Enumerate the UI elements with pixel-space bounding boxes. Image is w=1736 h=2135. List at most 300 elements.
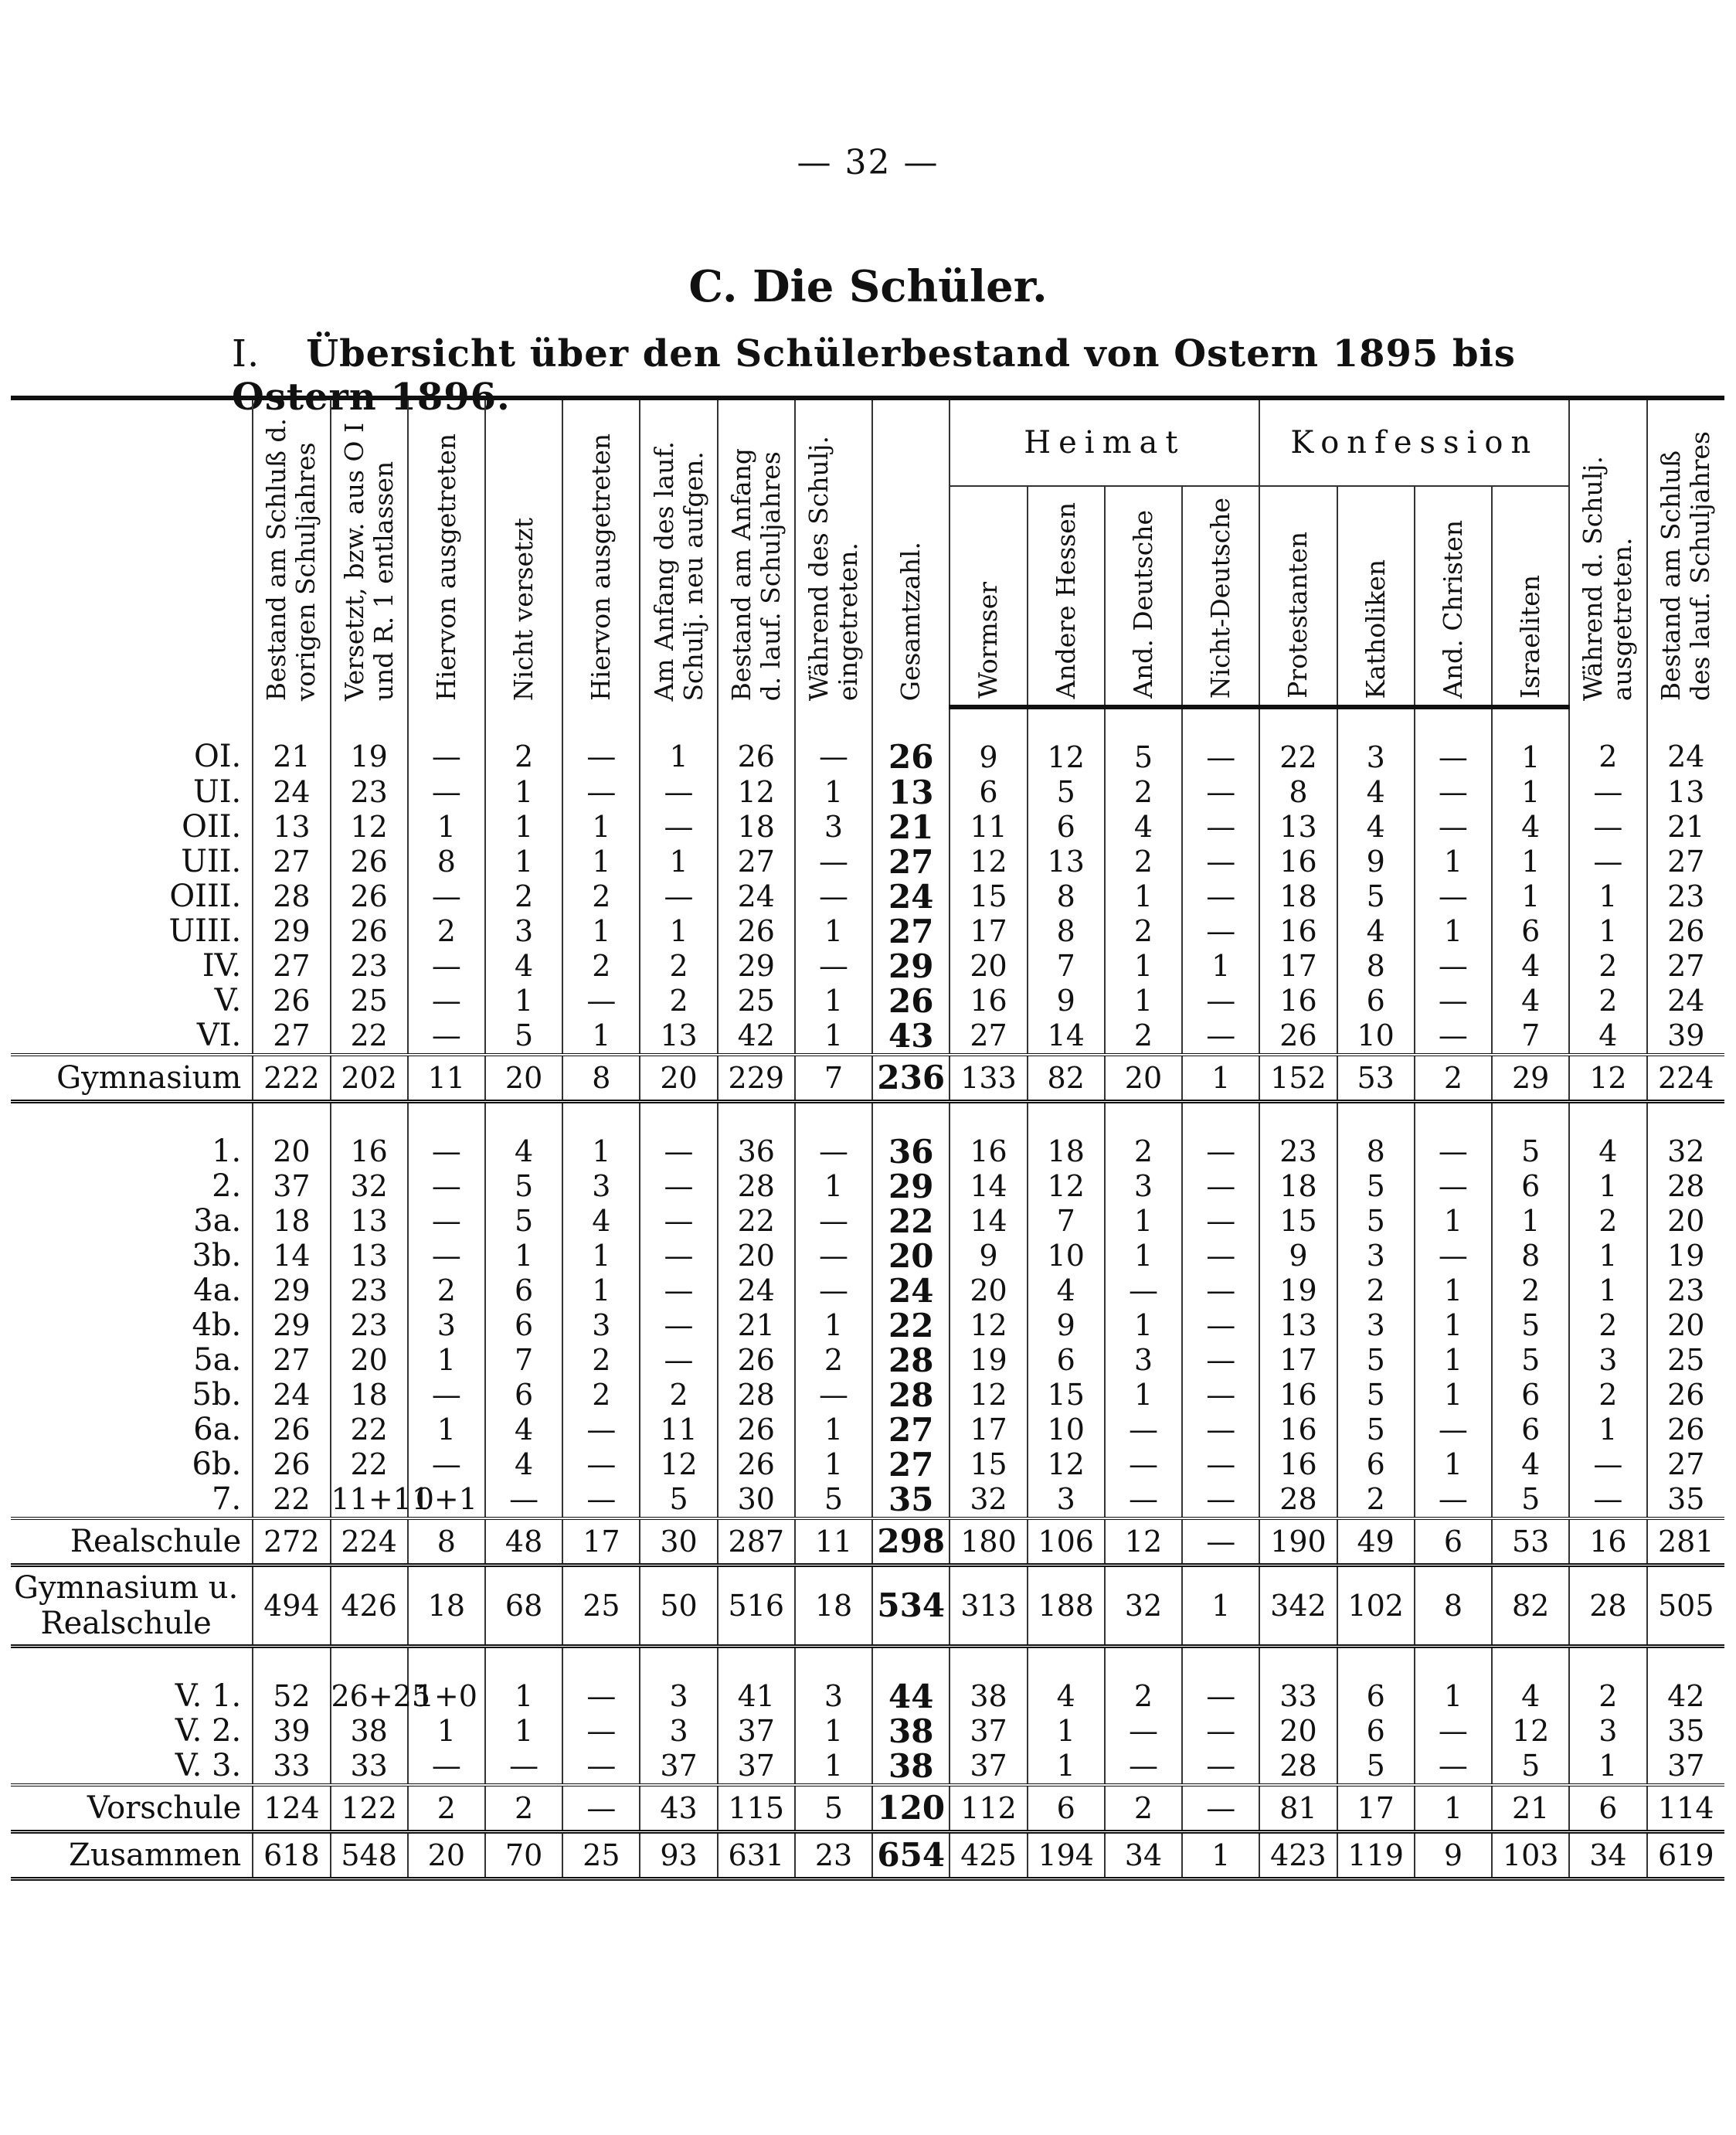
realschule-row xyxy=(11,1447,1724,1482)
cell-value: 42 xyxy=(718,1018,795,1055)
cell-value: 11 xyxy=(640,1413,717,1447)
cell-gesamtzahl: 26 xyxy=(872,984,950,1018)
cell-value: — xyxy=(1105,1749,1182,1785)
cell-value: 48 xyxy=(485,1518,562,1566)
cell-value: 26 xyxy=(1647,1413,1724,1447)
row-label: V. 3. xyxy=(175,1748,242,1784)
cell-value: 18 xyxy=(408,1566,485,1647)
cell-value: — xyxy=(485,1482,562,1518)
cell-value: 20 xyxy=(950,949,1027,984)
cell-value: 4 xyxy=(485,949,562,984)
cell-value: 22 xyxy=(331,1447,408,1482)
cell-value: 516 xyxy=(718,1566,795,1647)
cell-value: 20 xyxy=(1647,1204,1724,1239)
cell-value: 190 xyxy=(1259,1518,1337,1566)
cell-value: 1 xyxy=(1492,707,1569,775)
cell-value: 8 xyxy=(408,1518,485,1566)
cell-value: 1 xyxy=(1415,1204,1492,1239)
cell-value: 6 xyxy=(1337,984,1415,1018)
header-hiervon-ausgetreten-2: Hiervon ausgetreten xyxy=(562,400,640,707)
cell-value: 5 xyxy=(1337,879,1415,914)
cell-value: 29 xyxy=(253,1273,330,1308)
student-table-container xyxy=(11,396,1724,1881)
cell-value: 26 xyxy=(718,914,795,949)
gymnasium-row xyxy=(11,949,1724,984)
cell-value: 618 xyxy=(253,1832,330,1879)
cell-value: 1 xyxy=(485,845,562,879)
cell-value: 34 xyxy=(1105,1832,1182,1879)
cell-gesamtzahl: 27 xyxy=(872,845,950,879)
row-label: Gymnasium u. Realschule xyxy=(11,1566,253,1647)
cell-value: — xyxy=(1415,1413,1492,1447)
cell-value: 1 xyxy=(1105,949,1182,984)
cell-value: 1 xyxy=(1415,1273,1492,1308)
row-label: 3b. xyxy=(192,1238,242,1274)
cell-value: — xyxy=(562,1413,640,1447)
header-label-column xyxy=(11,400,253,707)
cell-value: 1 xyxy=(1569,1169,1646,1204)
cell-value: 224 xyxy=(1647,1055,1724,1102)
cell-value: 3 xyxy=(1337,707,1415,775)
row-label: OII. xyxy=(182,809,242,845)
cell-value: 3 xyxy=(408,1308,485,1343)
cell-value: 5 xyxy=(1492,1308,1569,1343)
cell-value: 16 xyxy=(1259,1447,1337,1482)
cell-value: 2 xyxy=(795,1343,872,1378)
cell-value: — xyxy=(1182,1518,1259,1566)
cell-value: 20 xyxy=(253,1102,330,1170)
cell-value: 2 xyxy=(1337,1482,1415,1518)
cell-value: 180 xyxy=(950,1518,1027,1566)
cell-value: 93 xyxy=(640,1832,717,1879)
cell-value: 6 xyxy=(1028,1785,1105,1832)
cell-value: 24 xyxy=(718,1273,795,1308)
cell-gesamtzahl: 38 xyxy=(872,1714,950,1749)
cell-value: 9 xyxy=(1415,1832,1492,1879)
cell-value: — xyxy=(1182,707,1259,775)
cell-value: 33 xyxy=(253,1749,330,1785)
cell-value: 2 xyxy=(640,1378,717,1413)
header-and-deutsche: And. Deutsche xyxy=(1105,486,1182,707)
cell-value: 1 xyxy=(485,1714,562,1749)
cell-value: 15 xyxy=(1028,1378,1105,1413)
cell-value: 25 xyxy=(1647,1343,1724,1378)
cell-value: 9 xyxy=(950,707,1027,775)
cell-value: 1 xyxy=(1415,1785,1492,1832)
cell-value: 17 xyxy=(950,914,1027,949)
cell-value: 1+0 xyxy=(408,1647,485,1715)
cell-value: 3 xyxy=(1337,1239,1415,1273)
cell-value: 29 xyxy=(253,1308,330,1343)
header-israeliten: Israeliten xyxy=(1492,486,1569,707)
row-label: OI. xyxy=(193,738,242,774)
cell-value: 13 xyxy=(1259,1308,1337,1343)
cell-value: 39 xyxy=(253,1714,330,1749)
cell-value: 5 xyxy=(1337,1343,1415,1378)
cell-value: 19 xyxy=(950,1343,1027,1378)
cell-value: 19 xyxy=(331,707,408,775)
cell-value: 26 xyxy=(331,845,408,879)
cell-gesamtzahl: 29 xyxy=(872,1169,950,1204)
cell-value: — xyxy=(1182,1239,1259,1273)
cell-value: 1 xyxy=(1028,1749,1105,1785)
cell-value: 14 xyxy=(950,1169,1027,1204)
cell-value: — xyxy=(562,1447,640,1482)
gymnasium-row xyxy=(11,775,1724,810)
cell-value: 3 xyxy=(1569,1714,1646,1749)
cell-value: 16 xyxy=(1259,1378,1337,1413)
cell-value: 0+1 xyxy=(408,1482,485,1518)
realschule-row xyxy=(11,1482,1724,1518)
row-label: 5b. xyxy=(192,1377,242,1413)
cell-value: 2 xyxy=(485,879,562,914)
cell-value: 4 xyxy=(1569,1102,1646,1170)
cell-value: — xyxy=(1182,879,1259,914)
cell-value: — xyxy=(1569,1447,1646,1482)
cell-value: 22 xyxy=(718,1204,795,1239)
cell-value: 37 xyxy=(253,1169,330,1204)
cell-value: 2 xyxy=(1105,914,1182,949)
cell-value: 8 xyxy=(408,845,485,879)
cell-value: 115 xyxy=(718,1785,795,1832)
cell-gesamtzahl: 28 xyxy=(872,1343,950,1378)
cell-value: 8 xyxy=(1337,1102,1415,1170)
row-label: 1. xyxy=(212,1134,242,1170)
cell-value: 133 xyxy=(950,1055,1027,1102)
cell-value: 33 xyxy=(331,1749,408,1785)
cell-value: 18 xyxy=(331,1378,408,1413)
cell-value: 6 xyxy=(1415,1518,1492,1566)
cell-value: 23 xyxy=(331,949,408,984)
row-label: Realschule xyxy=(11,1518,253,1566)
header-protestanten: Protestanten xyxy=(1259,486,1337,707)
cell-value: — xyxy=(1182,1413,1259,1447)
cell-value: 27 xyxy=(1647,845,1724,879)
cell-value: 23 xyxy=(331,1308,408,1343)
realschule-row xyxy=(11,1413,1724,1447)
cell-value: 114 xyxy=(1647,1785,1724,1832)
row-label: 4b. xyxy=(192,1307,242,1344)
cell-value: 26 xyxy=(1259,1018,1337,1055)
cell-value: 1 xyxy=(562,1273,640,1308)
cell-value: 37 xyxy=(718,1749,795,1785)
cell-value: — xyxy=(795,1102,872,1170)
header-and-christen: And. Christen xyxy=(1415,486,1492,707)
cell-value: 6 xyxy=(1492,914,1569,949)
cell-value: 43 xyxy=(640,1785,717,1832)
cell-value: — xyxy=(1105,1482,1182,1518)
header-waehrend-eingetreten: Während des Schulj. eingetreten. xyxy=(795,400,872,707)
cell-value: 4 xyxy=(1337,775,1415,810)
cell-value: 272 xyxy=(253,1518,330,1566)
cell-value: 152 xyxy=(1259,1055,1337,1102)
cell-value: 5 xyxy=(485,1018,562,1055)
cell-gesamtzahl: 38 xyxy=(872,1749,950,1785)
cell-value: 41 xyxy=(718,1647,795,1715)
cell-value: 20 xyxy=(950,1273,1027,1308)
cell-value: — xyxy=(1182,1102,1259,1170)
cell-value: 8 xyxy=(562,1055,640,1102)
cell-value: 20 xyxy=(1259,1714,1337,1749)
cell-value: — xyxy=(1182,775,1259,810)
cell-gesamtzahl: 27 xyxy=(872,914,950,949)
cell-value: 5 xyxy=(1337,1169,1415,1204)
cell-value: 49 xyxy=(1337,1518,1415,1566)
cell-value: — xyxy=(1415,1102,1492,1170)
cell-value: 8 xyxy=(1415,1566,1492,1647)
header-hiervon-ausgetreten-1: Hiervon ausgetreten xyxy=(408,400,485,707)
cell-value: 20 xyxy=(408,1832,485,1879)
cell-value: 2 xyxy=(1569,1308,1646,1343)
cell-value: — xyxy=(1569,1482,1646,1518)
cell-value: 29 xyxy=(1492,1055,1569,1102)
cell-value: — xyxy=(1182,1378,1259,1413)
cell-value: 1 xyxy=(795,1169,872,1204)
row-label: IV. xyxy=(202,948,242,984)
cell-value: — xyxy=(795,1378,872,1413)
cell-value: 5 xyxy=(1492,1343,1569,1378)
cell-gesamtzahl: 36 xyxy=(872,1102,950,1170)
cell-value: 26 xyxy=(331,879,408,914)
cell-value: 5 xyxy=(1337,1749,1415,1785)
cell-value: 1 xyxy=(1492,845,1569,879)
cell-value: 19 xyxy=(1259,1273,1337,1308)
cell-value: 35 xyxy=(1647,1482,1724,1518)
row-label: UIII. xyxy=(168,913,242,950)
cell-value: 23 xyxy=(331,1273,408,1308)
cell-value: 12 xyxy=(1028,1447,1105,1482)
cell-value: 81 xyxy=(1259,1785,1337,1832)
cell-value: 19 xyxy=(1647,1239,1724,1273)
cell-value: 12 xyxy=(1028,1169,1105,1204)
cell-value: 5 xyxy=(485,1204,562,1239)
cell-value: — xyxy=(1415,879,1492,914)
cell-value: 5 xyxy=(1105,707,1182,775)
cell-value: 1 xyxy=(485,810,562,845)
cell-value: 20 xyxy=(1105,1055,1182,1102)
cell-value: 4 xyxy=(485,1102,562,1170)
cell-value: 1 xyxy=(795,1413,872,1447)
header-nicht-deutsche: Nicht-Deutsche xyxy=(1182,486,1259,707)
cell-value: 1 xyxy=(795,1749,872,1785)
cell-value: — xyxy=(562,1785,640,1832)
vorschule-row xyxy=(11,1749,1724,1785)
cell-value: 34 xyxy=(1569,1832,1646,1879)
cell-value: 1 xyxy=(1182,1832,1259,1879)
cell-value: 30 xyxy=(640,1518,717,1566)
cell-value: 52 xyxy=(253,1647,330,1715)
cell-value: 1 xyxy=(1415,1378,1492,1413)
cell-value: 6 xyxy=(1028,1343,1105,1378)
cell-value: 5 xyxy=(795,1785,872,1832)
cell-value: 14 xyxy=(950,1204,1027,1239)
cell-value: 112 xyxy=(950,1785,1027,1832)
cell-value: 36 xyxy=(718,1102,795,1170)
cell-value: 4 xyxy=(1492,1447,1569,1482)
cell-value: 28 xyxy=(1259,1482,1337,1518)
cell-value: 28 xyxy=(718,1169,795,1204)
cell-value: 4 xyxy=(485,1447,562,1482)
cell-value: 24 xyxy=(1647,984,1724,1018)
cell-value: — xyxy=(1569,810,1646,845)
cell-value: 17 xyxy=(950,1413,1027,1447)
cell-value: 3 xyxy=(485,914,562,949)
cell-value: 2 xyxy=(1415,1055,1492,1102)
cell-gesamtzahl: 24 xyxy=(872,1273,950,1308)
cell-value: 18 xyxy=(253,1204,330,1239)
cell-value: 103 xyxy=(1492,1832,1569,1879)
cell-value: — xyxy=(1182,1018,1259,1055)
cell-value: 9 xyxy=(1028,984,1105,1018)
vorschule-row xyxy=(11,1714,1724,1749)
header-waehrend-ausgetreten: Während d. Schulj. ausgetreten. xyxy=(1569,400,1646,707)
header-gesamtzahl: Gesamtzahl. xyxy=(872,400,950,707)
cell-value: 4 xyxy=(1337,810,1415,845)
cell-value: 21 xyxy=(718,1308,795,1343)
cell-value: 1 xyxy=(562,1102,640,1170)
cell-value: 494 xyxy=(253,1566,330,1647)
header-wormser: Wormser xyxy=(950,486,1027,707)
cell-value: 16 xyxy=(1569,1518,1646,1566)
cell-value: — xyxy=(640,1169,717,1204)
cell-value: 28 xyxy=(1647,1169,1724,1204)
cell-value: 7 xyxy=(485,1343,562,1378)
cell-value: 2 xyxy=(640,949,717,984)
cell-gesamtzahl: 35 xyxy=(872,1482,950,1518)
cell-value: 2 xyxy=(1337,1273,1415,1308)
cell-value: 10 xyxy=(1337,1018,1415,1055)
row-label: UI. xyxy=(193,774,242,811)
cell-gesamtzahl: 24 xyxy=(872,879,950,914)
cell-value: 12 xyxy=(950,845,1027,879)
vorschule-row xyxy=(11,1647,1724,1715)
gymnasium-row xyxy=(11,984,1724,1018)
cell-value: 32 xyxy=(1647,1102,1724,1170)
cell-gesamtzahl: 120 xyxy=(872,1785,950,1832)
cell-value: 4 xyxy=(1492,984,1569,1018)
cell-value: 5 xyxy=(640,1482,717,1518)
cell-gesamtzahl: 29 xyxy=(872,949,950,984)
cell-value: 4 xyxy=(1028,1273,1105,1308)
cell-value: 6 xyxy=(1492,1378,1569,1413)
cell-value: 2 xyxy=(640,984,717,1018)
header-neu-aufgenommen: Am Anfang des lauf. Schulj. neu aufgen. xyxy=(640,400,717,707)
cell-value: 1 xyxy=(1105,1308,1182,1343)
cell-value: 1 xyxy=(795,1308,872,1343)
row-label: 5a. xyxy=(193,1342,242,1379)
cell-value: — xyxy=(408,949,485,984)
cell-value: 13 xyxy=(1647,775,1724,810)
cell-value: 14 xyxy=(253,1239,330,1273)
cell-value: — xyxy=(1415,984,1492,1018)
cell-value: 32 xyxy=(1105,1566,1182,1647)
cell-value: 11 xyxy=(408,1055,485,1102)
cell-value: — xyxy=(562,1647,640,1715)
cell-value: 1 xyxy=(1028,1714,1105,1749)
cell-value: 39 xyxy=(1647,1018,1724,1055)
cell-value: 9 xyxy=(1337,845,1415,879)
cell-value: 5 xyxy=(1337,1204,1415,1239)
cell-value: 3 xyxy=(640,1714,717,1749)
cell-value: 6 xyxy=(485,1378,562,1413)
cell-value: 2 xyxy=(485,1785,562,1832)
row-label: Gymnasium xyxy=(11,1055,253,1102)
cell-value: 18 xyxy=(1028,1102,1105,1170)
cell-value: 23 xyxy=(331,775,408,810)
grand-total-row xyxy=(11,1832,1724,1879)
cell-value: 25 xyxy=(331,984,408,1018)
cell-value: — xyxy=(562,1749,640,1785)
cell-value: 7 xyxy=(1492,1018,1569,1055)
cell-value: 2 xyxy=(408,1273,485,1308)
cell-value: 27 xyxy=(253,1343,330,1378)
cell-value: — xyxy=(408,1169,485,1204)
cell-value: 26 xyxy=(331,914,408,949)
cell-value: 1 xyxy=(485,1647,562,1715)
cell-value: 1 xyxy=(408,1413,485,1447)
cell-value: 6 xyxy=(950,775,1027,810)
cell-value: 24 xyxy=(253,1378,330,1413)
cell-value: — xyxy=(408,879,485,914)
cell-value: 2 xyxy=(562,949,640,984)
row-label: 3a. xyxy=(193,1203,242,1239)
cell-value: 202 xyxy=(331,1055,408,1102)
cell-value: 13 xyxy=(1259,810,1337,845)
cell-value: 23 xyxy=(795,1832,872,1879)
cell-value: 1 xyxy=(1569,1413,1646,1447)
cell-value: 18 xyxy=(1259,1169,1337,1204)
cell-value: 2 xyxy=(562,1343,640,1378)
cell-value: 12 xyxy=(1492,1714,1569,1749)
cell-value: 53 xyxy=(1337,1055,1415,1102)
cell-value: 1 xyxy=(1105,984,1182,1018)
cell-value: 13 xyxy=(640,1018,717,1055)
cell-value: 1 xyxy=(795,1447,872,1482)
cell-gesamtzahl: 654 xyxy=(872,1832,950,1879)
cell-value: 1 xyxy=(640,845,717,879)
cell-value: — xyxy=(408,1102,485,1170)
cell-value: 8 xyxy=(1028,914,1105,949)
row-label: V. 1. xyxy=(175,1678,242,1715)
cell-value: 16 xyxy=(1259,845,1337,879)
gymnasium-total-row xyxy=(11,1055,1724,1102)
cell-value: 17 xyxy=(1259,1343,1337,1378)
cell-value: 38 xyxy=(331,1714,408,1749)
cell-value: 27 xyxy=(253,949,330,984)
cell-value: 1 xyxy=(795,775,872,810)
cell-value: 1 xyxy=(640,707,717,775)
cell-value: — xyxy=(1105,1447,1182,1482)
cell-value: 82 xyxy=(1492,1566,1569,1647)
cell-value: 229 xyxy=(718,1055,795,1102)
cell-value: 2 xyxy=(1569,707,1646,775)
gymnasium-realschule-total-row xyxy=(11,1566,1724,1647)
cell-value: 16 xyxy=(1259,984,1337,1018)
cell-value: 8 xyxy=(1259,775,1337,810)
cell-value: — xyxy=(408,1378,485,1413)
cell-value: 6 xyxy=(1337,1447,1415,1482)
cell-value: — xyxy=(1105,1273,1182,1308)
cell-value: 27 xyxy=(718,845,795,879)
cell-value: 1 xyxy=(1569,1239,1646,1273)
cell-value: 3 xyxy=(1105,1343,1182,1378)
gymnasium-row xyxy=(11,914,1724,949)
cell-value: 32 xyxy=(331,1169,408,1204)
cell-value: — xyxy=(408,1204,485,1239)
cell-value: 20 xyxy=(485,1055,562,1102)
cell-value: 224 xyxy=(331,1518,408,1566)
cell-value: — xyxy=(795,1273,872,1308)
